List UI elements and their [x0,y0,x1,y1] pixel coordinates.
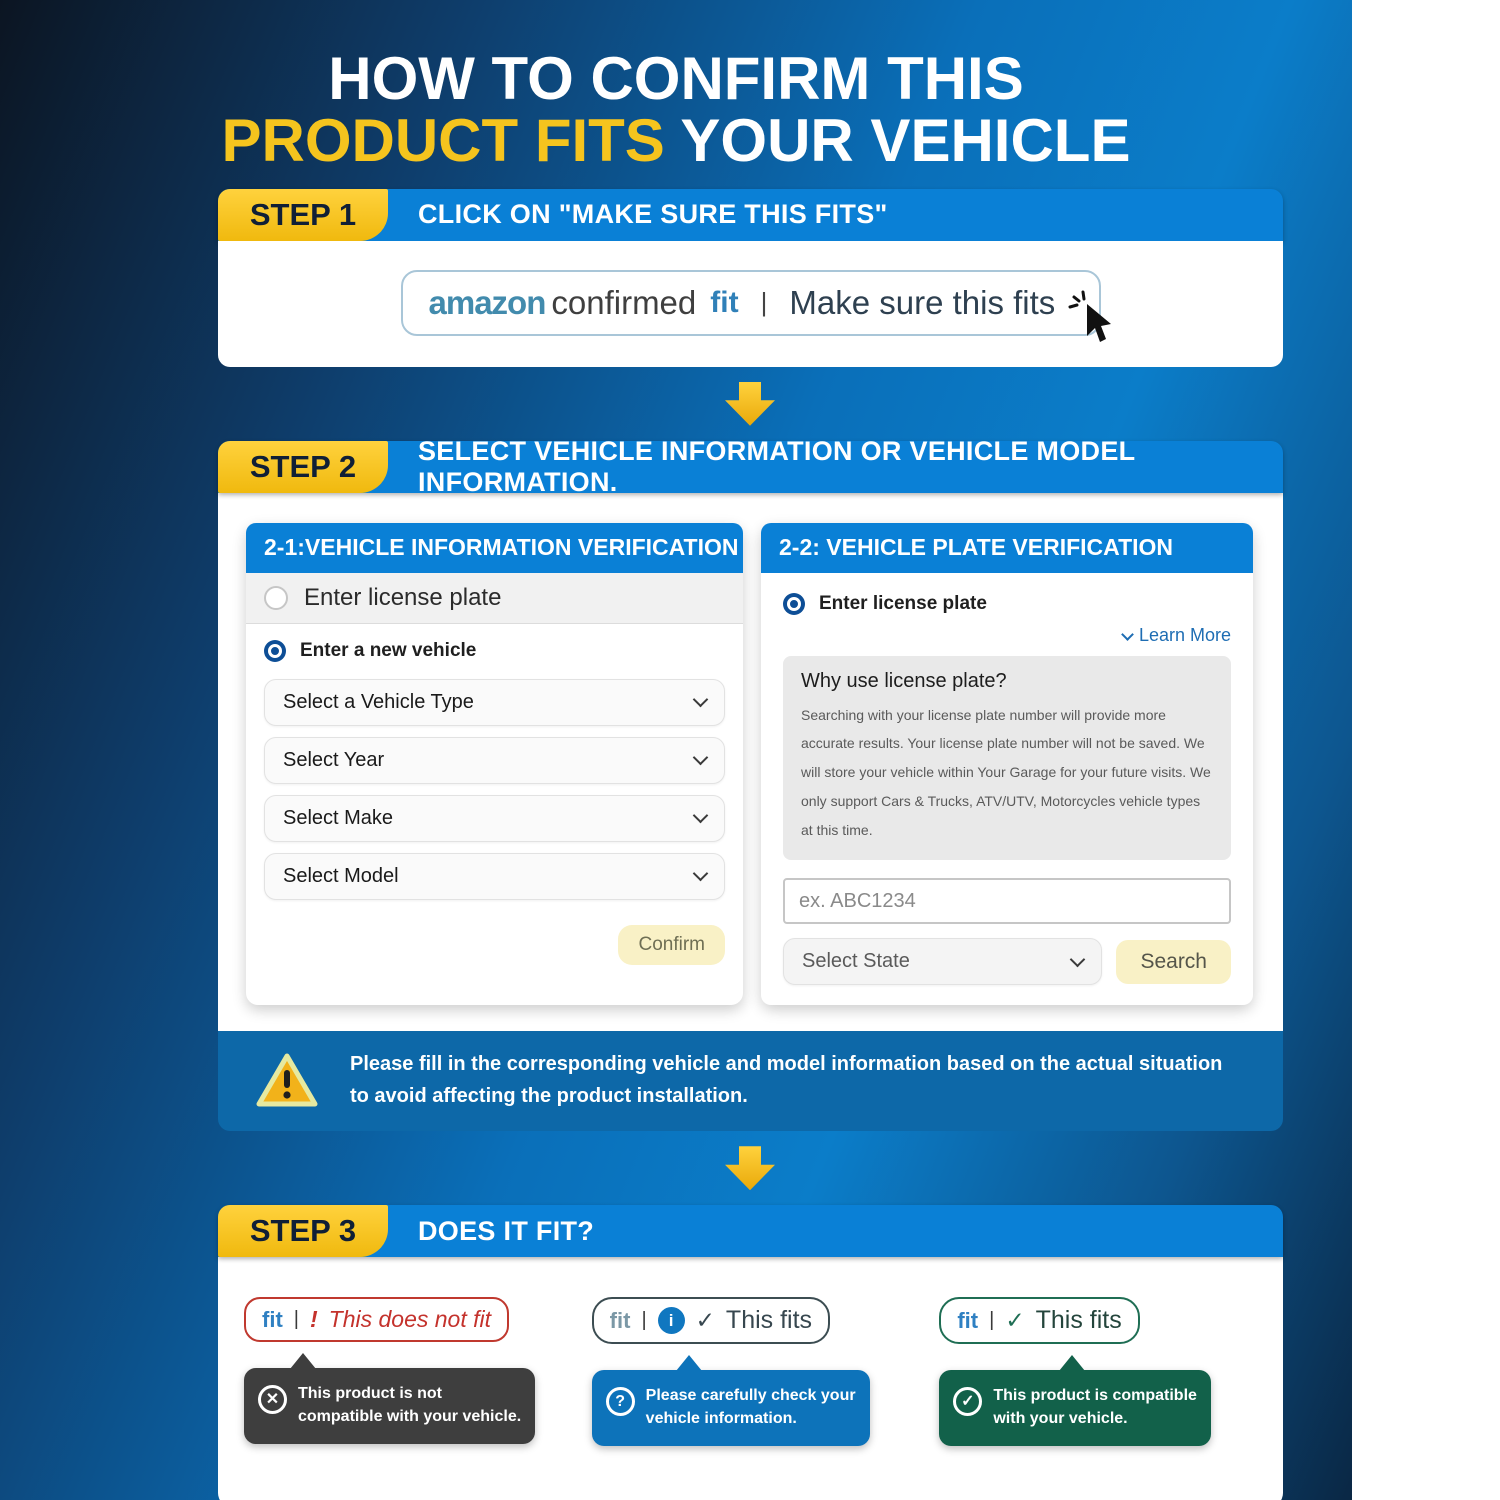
make-sure-this-fits-link[interactable]: Make sure this fits [789,283,1056,321]
tooltip-line2: compatible with your vehicle. [298,1408,522,1426]
tooltip-line1: This product is not [298,1385,442,1403]
radio-selected[interactable] [783,593,805,615]
page-title [0,0,1352,173]
plate-option-label: Enter license plate [819,592,987,614]
tooltip-text [298,1382,521,1428]
check-mark: ✓ [1005,1307,1025,1334]
step1-heading: CLICK ON "MAKE SURE THIS FITS" [418,199,888,230]
tooltip-line1: Please carefully check your [645,1387,856,1405]
chevron-down-icon [693,750,709,766]
compatible-tooltip [939,1370,1211,1445]
amazon-confirmed-fit-widget [401,270,1101,336]
state-row [783,938,1231,985]
new-vehicle-option-label: Enter a new vehicle [300,639,477,661]
chevron-down-icon [1070,951,1086,967]
confirmed-text: confirmed [551,283,697,321]
warning-banner [218,1031,1283,1131]
fit-status-label: This fits [1035,1306,1122,1335]
license-plate-input[interactable] [783,878,1231,924]
not-compatible-icon [258,1385,287,1414]
tooltip-text [646,1384,856,1430]
plate-verification-card [761,523,1253,1005]
step3-banner [218,1205,1283,1257]
tooltip-line1: This product is compatible [993,1387,1197,1405]
question-icon [606,1387,635,1416]
check-info-tooltip [592,1370,870,1445]
vehicle-info-card-title: 2-1:VEHICLE INFORMATION VERIFICATION [246,523,743,573]
model-select[interactable] [264,853,725,900]
tooltip-text [993,1384,1197,1430]
step2-heading: SELECT VEHICLE INFORMATION OR VEHICLE MODEL INFORMATION. [418,435,1135,497]
state-select[interactable] [783,938,1102,985]
why-license-plate-title: Why use license plate? [801,669,1007,692]
make-select[interactable] [264,795,725,842]
result-fits [939,1297,1257,1500]
confirm-button[interactable]: Confirm [618,925,725,965]
learn-more-link[interactable] [783,617,1231,648]
info-icon: i [658,1307,685,1334]
vehicle-info-card [246,523,743,1005]
radio-selected[interactable] [264,640,286,662]
step2-badge: STEP 2 [218,441,388,493]
warning-line1: Please fill in the corresponding vehicle and model information based on the actual situation [350,1053,1223,1076]
year-select-value: Select Year [283,748,385,771]
result-check-info [592,1297,910,1500]
step3-badge: STEP 3 [218,1205,388,1257]
fit-pill-success [939,1297,1139,1344]
step1-section [218,189,1283,367]
fit-badge: fit [957,1307,979,1333]
error-mark: ! [309,1306,318,1333]
fit-badge: fit [609,1307,631,1333]
state-select-value: Select State [802,950,910,973]
chevron-down-icon [693,808,709,824]
pill-divider: | [641,1309,647,1332]
warning-icon [254,1051,320,1109]
vehicle-type-select[interactable] [264,679,725,726]
title-line2-rest: YOUR VEHICLE [664,107,1131,175]
step1-banner [218,189,1283,241]
step3-heading: DOES IT FIT? [418,1215,595,1246]
pill-divider: | [293,1308,299,1331]
tooltip-line2: with your vehicle. [993,1410,1128,1428]
down-arrow-icon [725,1146,775,1190]
learn-more-label: Learn More [1138,624,1231,645]
step1-badge: STEP 1 [218,189,388,241]
title-line1: HOW TO CONFIRM THIS [328,45,1024,112]
fit-badge: fit [262,1306,283,1332]
check-mark: ✓ [695,1307,715,1334]
license-plate-option-row[interactable] [246,573,743,624]
make-select-value: Select Make [283,806,394,829]
step3-section [218,1205,1283,1500]
amazon-logo: amazon [428,283,546,321]
plate-card-title: 2-2: VEHICLE PLATE VERIFICATION [761,523,1253,573]
fit-pill-error [244,1297,509,1342]
compatible-icon [953,1387,982,1416]
step3-body [218,1257,1283,1500]
why-license-plate-box [783,656,1231,860]
confirm-row [246,911,743,969]
fit-status-label: This fits [725,1306,813,1335]
chevron-down-icon [693,866,709,882]
result-does-not-fit [244,1297,562,1500]
fit-badge: fit [710,285,739,319]
chevron-down-icon [693,692,709,708]
plate-card-body [761,573,1253,1005]
vehicle-info-card-body [246,573,743,985]
step2-section [218,435,1283,1131]
down-arrow-icon [725,382,775,426]
pill-divider: | [989,1309,995,1332]
license-plate-option-label: Enter license plate [304,583,502,611]
cursor-pointer-icon [1067,290,1115,346]
year-select[interactable] [264,737,725,784]
radio-unselected[interactable] [264,586,288,610]
step1-body [218,241,1283,367]
tooltip-line2: vehicle information. [645,1410,797,1428]
warning-text [350,1048,1222,1112]
model-select-value: Select Model [283,864,399,887]
warning-line2: to avoid affecting the product installation. [350,1085,748,1108]
not-compatible-tooltip [244,1368,535,1443]
step2-banner [218,435,1283,497]
widget-divider: | [760,287,768,318]
title-highlight: PRODUCT FITS [221,107,665,175]
plate-option-row[interactable] [783,587,1231,617]
step2-body [218,493,1283,1031]
search-button[interactable]: Search [1116,940,1231,984]
why-license-plate-body: Searching with your license plate number will provide more accurate results. Your license plate number will not be saved. We will store your vehicle within Your Garage for your future visits. We only support Cars & Trucks, ATV/UTV, Motorcycles vehicle types at this time. [801,706,1211,838]
fit-status-label: This does not fit [328,1306,491,1333]
fit-pill-info [592,1297,830,1344]
vehicle-type-select-value: Select a Vehicle Type [283,690,474,713]
title-line2 [0,107,1352,175]
new-vehicle-option-row[interactable] [246,624,743,668]
chevron-down-icon [1121,628,1134,641]
